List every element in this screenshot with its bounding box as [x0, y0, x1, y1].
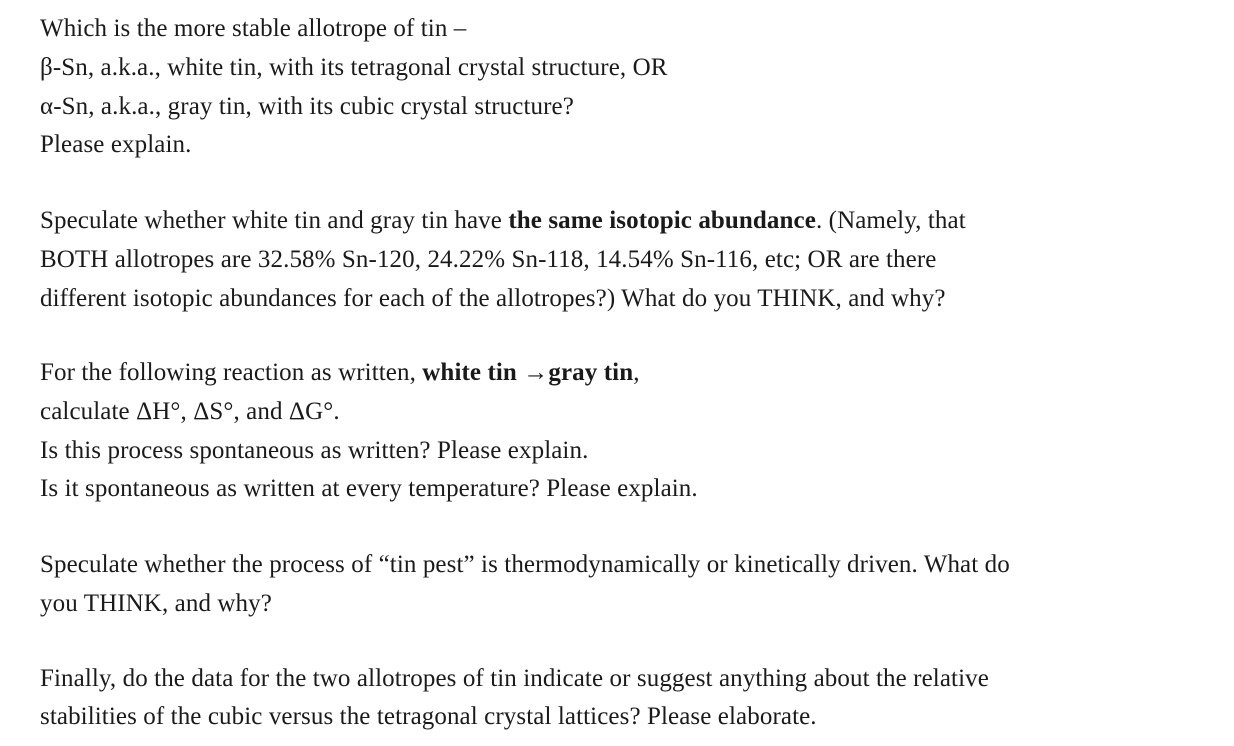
q3-line-2: calculate ΔH°, ΔS°, and ΔG°.: [40, 398, 340, 425]
q1-line-1: Which is the more stable allotrope of tin –: [40, 15, 467, 42]
q3-line-1-text: For the following reaction as written,: [40, 359, 423, 386]
q2-emphasis: the same isotopic abundance: [508, 207, 816, 234]
q1-line-3: α-Sn, a.k.a., gray tin, with its cubic crystal structure?: [40, 93, 574, 120]
q2-line-1-text: Speculate whether white tin and gray tin have: [40, 207, 509, 234]
q5-line-1: Finally, do the data for the two allotropes of tin indicate or suggest anything about the relative: [40, 665, 989, 692]
q3-line-1-tail: ,: [633, 359, 640, 386]
q1-line-2: β-Sn, a.k.a., white tin, with its tetragonal crystal structure, OR: [40, 54, 668, 81]
q3-reaction: white tin →gray tin: [422, 359, 634, 386]
q5-line-2: stabilities of the cubic versus the tetragonal crystal lattices? Please elaborate.: [40, 703, 817, 730]
q3-line-1: [40, 354, 640, 393]
q3-line-3: Is this process spontaneous as written? Please explain.: [40, 437, 589, 464]
q2-line-1: [40, 202, 966, 241]
q1-line-4: Please explain.: [40, 131, 192, 158]
q2-line-3: different isotopic abundances for each of the allotropes?) What do you THINK, and why?: [40, 285, 946, 312]
q3-line-4: Is it spontaneous as written at every temperature? Please explain.: [40, 475, 698, 502]
q4-line-1: Speculate whether the process of “tin pest” is thermodynamically or kinetically driven. What do: [40, 551, 1010, 578]
q2-line-2: BOTH allotropes are 32.58% Sn-120, 24.22% Sn-118, 14.54% Sn-116, etc; OR are there: [40, 246, 937, 273]
q2-line-1-tail: . (Namely, that: [815, 207, 966, 234]
q4-line-2: you THINK, and why?: [40, 590, 272, 617]
